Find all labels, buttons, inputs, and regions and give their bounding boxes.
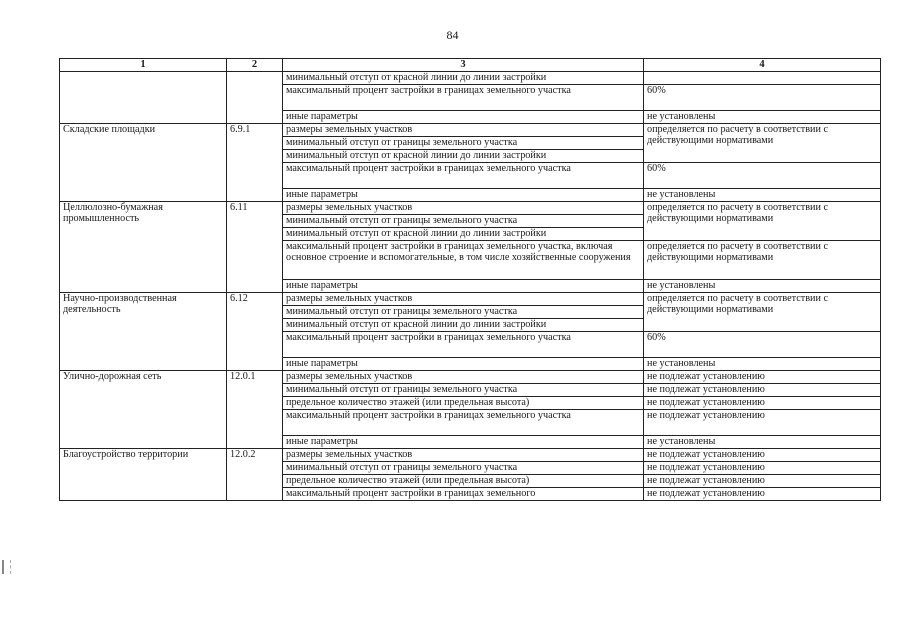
parameter-cell: минимальный отступ от границы земельного участка	[283, 136, 644, 149]
value-cell: 60%	[644, 331, 881, 357]
parameter-cell: минимальный отступ от красной линии до линии застройки	[283, 318, 644, 331]
land-use-code-cell: 6.11	[227, 201, 283, 292]
value-cell: не установлены	[644, 279, 881, 292]
parameter-cell: предельное количество этажей (или предельная высота)	[283, 396, 644, 409]
value-cell: определяется по расчету в соответствии с действующими нормативами	[644, 201, 881, 240]
parameter-cell: иные параметры	[283, 188, 644, 201]
parameter-cell: иные параметры	[283, 435, 644, 448]
parameter-cell: размеры земельных участков	[283, 123, 644, 136]
regulations-table	[59, 58, 881, 501]
parameter-cell: предельное количество этажей (или предельная высота)	[283, 474, 644, 487]
parameter-cell: размеры земельных участков	[283, 292, 644, 305]
binding-margin-mark	[2, 560, 11, 574]
value-cell: определяется по расчету в соответствии с действующими нормативами	[644, 292, 881, 331]
parameter-cell: минимальный отступ от красной линии до линии застройки	[283, 227, 644, 240]
parameter-cell: минимальный отступ от красной линии до линии застройки	[283, 71, 644, 84]
parameter-cell: минимальный отступ от границы земельного участка	[283, 461, 644, 474]
land-use-name-cell: Целлюлозно-бумажная промышленность	[60, 201, 227, 292]
column-header-2: 2	[227, 59, 283, 72]
value-cell: не установлены	[644, 357, 881, 370]
table-row	[60, 370, 881, 383]
parameter-cell: максимальный процент застройки в границах земельного участка	[283, 331, 644, 357]
parameter-cell: минимальный отступ от границы земельного участка	[283, 214, 644, 227]
land-use-name-cell	[60, 71, 227, 123]
parameter-cell: размеры земельных участков	[283, 370, 644, 383]
value-cell: не подлежат установлению	[644, 474, 881, 487]
parameter-cell: максимальный процент застройки в границах земельного участка	[283, 409, 644, 435]
table-row	[60, 448, 881, 461]
parameter-cell: иные параметры	[283, 110, 644, 123]
value-cell: не подлежат установлению	[644, 461, 881, 474]
value-cell: 60%	[644, 162, 881, 188]
value-cell: 60%	[644, 84, 881, 110]
value-cell: не установлены	[644, 435, 881, 448]
column-header-4: 4	[644, 59, 881, 72]
land-use-code-cell: 6.9.1	[227, 123, 283, 201]
table-row	[60, 71, 881, 84]
value-cell: не установлены	[644, 110, 881, 123]
table-row	[60, 292, 881, 305]
value-cell: не подлежат установлению	[644, 396, 881, 409]
land-use-code-cell	[227, 71, 283, 123]
table-body	[60, 71, 881, 500]
parameter-cell: максимальный процент застройки в границах земельного участка, включая основное строение и вспомогательные, в том числе хозяйственные сооружения	[283, 240, 644, 279]
land-use-name-cell: Благоустройство территории	[60, 448, 227, 500]
land-use-code-cell: 12.0.1	[227, 370, 283, 448]
land-use-name-cell: Складские площадки	[60, 123, 227, 201]
parameter-cell: максимальный процент застройки в границах земельного	[283, 487, 644, 500]
value-cell: не подлежат установлению	[644, 409, 881, 435]
parameter-cell: минимальный отступ от границы земельного участка	[283, 305, 644, 318]
parameter-cell: размеры земельных участков	[283, 448, 644, 461]
parameter-cell: минимальный отступ от границы земельного участка	[283, 383, 644, 396]
land-use-code-cell: 12.0.2	[227, 448, 283, 500]
parameter-cell: иные параметры	[283, 279, 644, 292]
column-header-3: 3	[283, 59, 644, 72]
value-cell: не подлежат установлению	[644, 448, 881, 461]
parameter-cell: минимальный отступ от красной линии до линии застройки	[283, 149, 644, 162]
table-header-row	[60, 59, 881, 72]
table-row	[60, 201, 881, 214]
value-cell: не подлежат установлению	[644, 487, 881, 500]
value-cell: определяется по расчету в соответствии с действующими нормативами	[644, 123, 881, 162]
table-row	[60, 123, 881, 136]
value-cell	[644, 71, 881, 84]
land-use-code-cell: 6.12	[227, 292, 283, 370]
value-cell: не установлены	[644, 188, 881, 201]
land-use-name-cell: Научно-производственная деятельность	[60, 292, 227, 370]
parameter-cell: максимальный процент застройки в границах земельного участка	[283, 84, 644, 110]
page-number: 84	[446, 28, 459, 42]
value-cell: не подлежат установлению	[644, 383, 881, 396]
parameter-cell: максимальный процент застройки в границах земельного участка	[283, 162, 644, 188]
land-use-name-cell: Улично-дорожная сеть	[60, 370, 227, 448]
parameter-cell: размеры земельных участков	[283, 201, 644, 214]
value-cell: не подлежат установлению	[644, 370, 881, 383]
value-cell: определяется по расчету в соответствии с действующими нормативами	[644, 240, 881, 279]
parameter-cell: иные параметры	[283, 357, 644, 370]
column-header-1: 1	[60, 59, 227, 72]
